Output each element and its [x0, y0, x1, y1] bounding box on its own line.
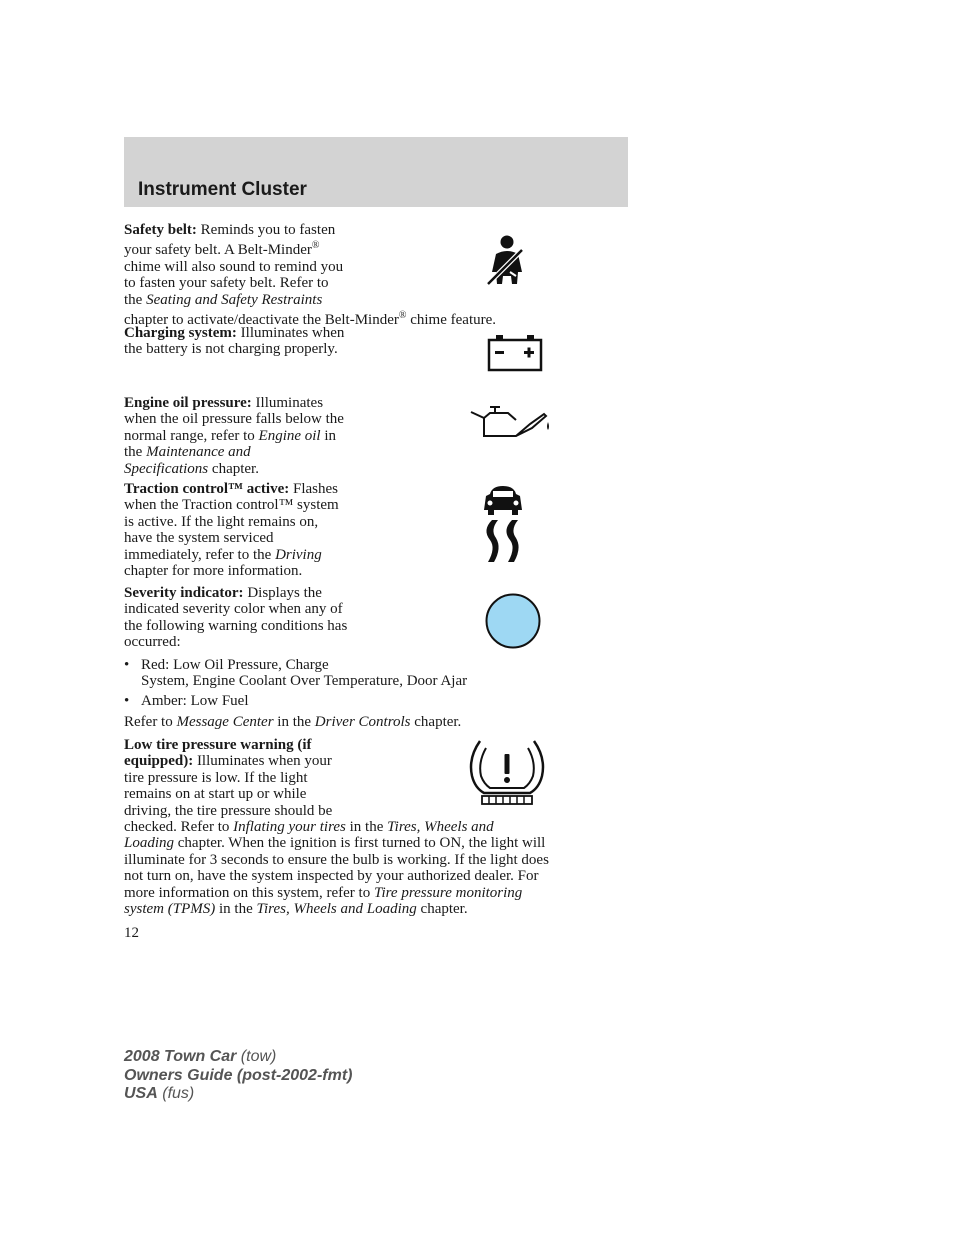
- document-footer: 2008 Town Car (tow) Owners Guide (post-2002-fmt) USA (fus): [124, 1048, 353, 1102]
- severity-refer-line: Refer to Message Center in the Driver Controls chapter.: [124, 714, 462, 730]
- safety-belt-paragraph: Safety belt: Reminds you to fasten your safety belt. A Belt-Minder® chime will also sound to remind you to fasten your safety belt. Refer to the Seating and Safety Restraints chapter to activate/deactivate the Belt-Minder® chime feature.: [124, 222, 497, 329]
- engine-oil-paragraph: Engine oil pressure: Illuminates when the oil pressure falls below the normal range, refer to Engine oil in the Maintenance and Specifications chapter.: [124, 395, 344, 477]
- chapter-title: Instrument Cluster: [138, 179, 307, 200]
- tire-pressure-icon: [466, 738, 548, 808]
- tire-pressure-label: Low tire pressure warning (if: [124, 737, 312, 753]
- skidding-car-icon: [478, 482, 528, 566]
- traction-control-label: Traction control™ active:: [124, 481, 290, 497]
- severity-indicator-paragraph: Severity indicator: Displays the indicated severity color when any of the following warning conditions has occurred:: [124, 585, 348, 651]
- severity-indicator-label: Severity indicator:: [124, 585, 244, 601]
- safety-belt-label: Safety belt:: [124, 222, 197, 238]
- severity-circle-icon: [484, 592, 542, 650]
- bullet-marker: •: [124, 657, 130, 673]
- chapter-header: [124, 137, 628, 207]
- page-number: 12: [124, 925, 139, 941]
- charging-system-paragraph: Charging system: Illuminates when the battery is not charging properly.: [124, 325, 345, 358]
- traction-control-paragraph: Traction control™ active: Flashes when the Traction control™ system is active. If the light remains on, have the system serviced immediately, refer to the Driving chapter for more information.: [124, 481, 339, 580]
- charging-system-label: Charging system:: [124, 325, 237, 341]
- bullet-marker: •: [124, 693, 130, 709]
- tire-pressure-paragraph: Low tire pressure warning (if equipped): Illuminates when your tire pressure is low. If the light remains on at start up or while driving, the tire pressure should be checked. Refer to Inflating your tires in the Tires, Wheels and Loading chapter. When the ignition is first turned to ON, the light will illuminate for 3 seconds to ensure the bulb is working. If the light does not turn on, have the system inspected by your authorized dealer. For more information on this system, refer to Tire pressure monitoring system (TPMS) in the Tires, Wheels and Loading chapter.: [124, 737, 549, 918]
- engine-oil-label: Engine oil pressure:: [124, 395, 252, 411]
- seatbelt-icon: [480, 232, 532, 292]
- battery-icon: [486, 334, 544, 374]
- oil-can-icon: [468, 404, 554, 440]
